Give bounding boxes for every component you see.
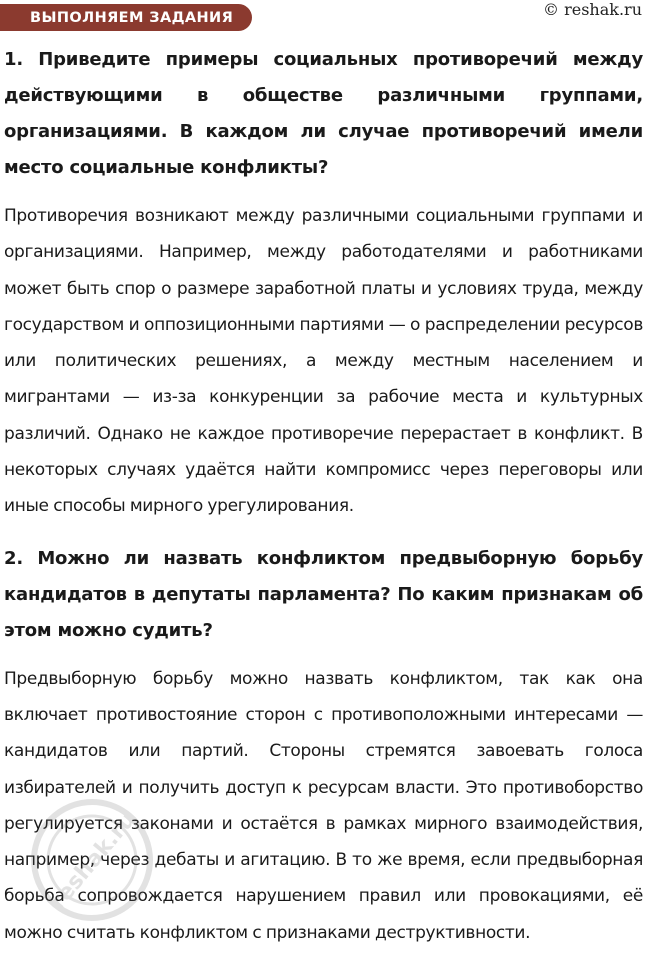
- watermark-text: reshak.ru: [45, 807, 141, 915]
- section-badge-label: ВЫПОЛНЯЕМ ЗАДАНИЯ: [30, 9, 234, 26]
- section-badge: [0, 4, 252, 31]
- question-1: 1. Приведите примеры социальных противоречий между действующими в обществе различными группами, организациями. В каждом ли случае противоречий имели место социальные конфликты?: [4, 49, 643, 178]
- site-copyright: © reshak.ru: [543, 0, 642, 19]
- question-2: 2. Можно ли назвать конфликтом предвыборную борьбу кандидатов в депутаты парламента? По каким признакам об этом можно судить?: [4, 547, 643, 641]
- answer-2: Предвыборную борьбу можно назвать конфликтом, так как она включает противостояние сторон с противоположными интересами — кандидатов или партий. Стороны стремятся завоевать голоса избирателей и получить доступ к ресурсам власти. Это противоборство регулируется законами и остаётся в рамках мирного взаимодействия, например, через дебаты и агитацию. В то же время, если предвыборная борьба сопровождается нарушением правил или провокациями, её можно считать конфликтом с признаками деструктивности.: [4, 668, 643, 943]
- task-content: [4, 42, 643, 951]
- answer-1: Противоречия возникают между различными социальными группами и организациями. Например, между работодателями и работниками может быть спор о размере заработной платы и условиях труда, между государством и оппозиционными партиями — о распределении ресурсов или политических решениях, а между местным населением и мигрантами — из-за конкуренции за рабочие места и культурных различий. Однако не каждое противоречие перерастает в конфликт. В некоторых случаях удаётся найти компромисс через переговоры или иные способы мирного урегулирования.: [4, 206, 643, 517]
